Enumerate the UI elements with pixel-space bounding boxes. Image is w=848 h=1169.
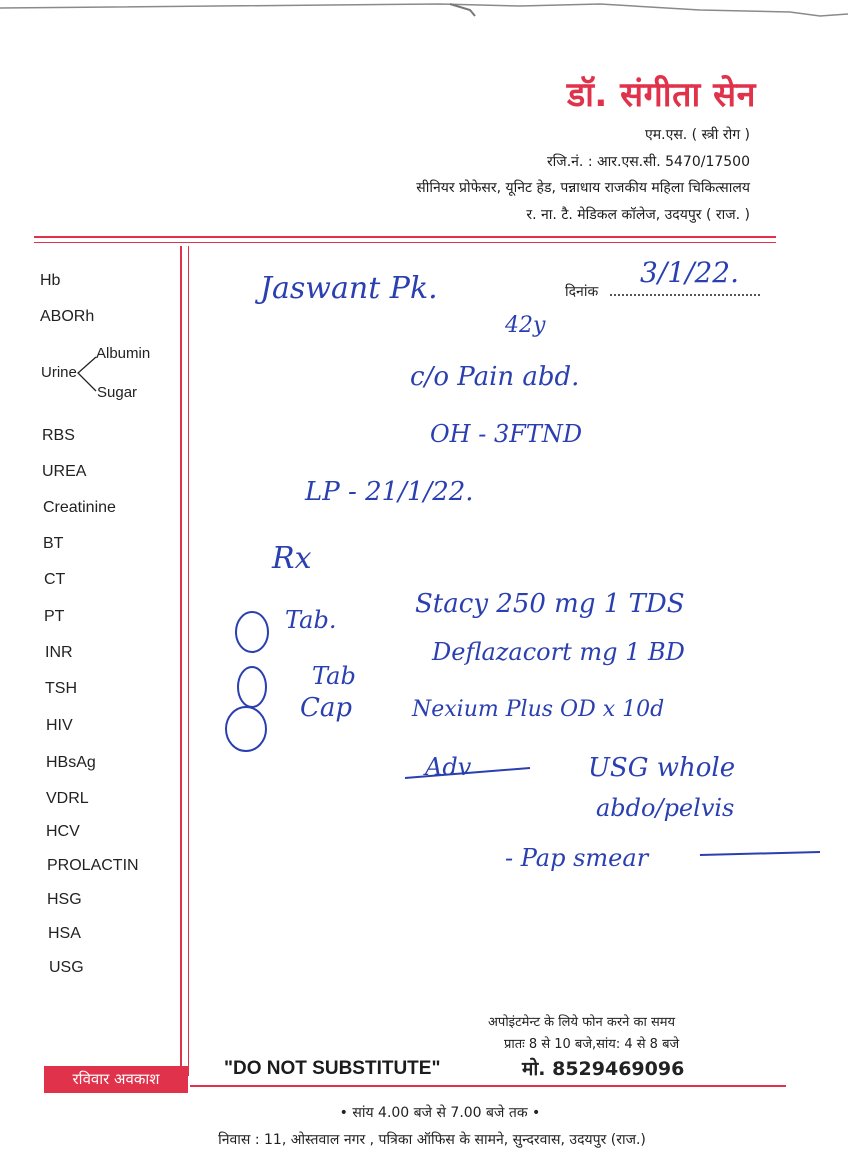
hw-rx: Rx bbox=[272, 541, 312, 576]
test-item: HCV bbox=[46, 823, 80, 840]
margin-rule-right bbox=[188, 246, 189, 1076]
appointment-times: प्रातः 8 से 10 बजे,सांय: 4 से 8 बजे bbox=[504, 1037, 680, 1052]
college-name: र. ना. टै. मेडिकल कॉलेज, उदयपुर ( राज. ) bbox=[526, 207, 750, 223]
test-item: HIV bbox=[46, 717, 73, 734]
test-item: HSA bbox=[48, 925, 81, 942]
test-item: INR bbox=[45, 644, 73, 661]
hw-date: 3/1/22. bbox=[640, 256, 740, 289]
hw-underline-adv bbox=[405, 768, 530, 778]
phone-number: मो. 8529469096 bbox=[522, 1058, 685, 1080]
do-not-substitute: "DO NOT SUBSTITUTE" bbox=[224, 1058, 441, 1079]
test-item: CT bbox=[44, 571, 66, 588]
hw-circle-3 bbox=[226, 707, 266, 751]
test-item: PT bbox=[44, 608, 65, 625]
hw-patient-name: Jaswant Pk. bbox=[260, 271, 438, 306]
test-item: UREA bbox=[42, 463, 87, 480]
test-item: VDRL bbox=[46, 790, 89, 807]
qualification: एम.एस. ( स्त्री रोग ) bbox=[645, 127, 750, 143]
hw-med1: Stacy 250 mg 1 TDS bbox=[415, 589, 685, 619]
hw-lmp: LP - 21/1/22. bbox=[305, 477, 474, 507]
test-item: ABORh bbox=[40, 308, 95, 325]
hw-advice-pap: - Pap smear bbox=[505, 844, 649, 872]
evening-hours: • सांय 4.00 बजे से 7.00 बजे तक • bbox=[339, 1105, 541, 1121]
date-dotted-line bbox=[610, 294, 760, 296]
hw-advice-abdo: abdo/pelvis bbox=[596, 794, 735, 822]
appointment-title: अपोइंटमेन्ट के लिये फोन करने का समय bbox=[488, 1015, 676, 1030]
hw-med1-form: Tab. bbox=[285, 606, 337, 634]
hw-med2: Deflazacort mg 1 BD bbox=[432, 638, 685, 666]
urine-label: Urine bbox=[41, 364, 77, 381]
margin-rule-left bbox=[180, 246, 182, 1076]
test-list bbox=[0, 0, 180, 1000]
test-item: HBsAg bbox=[46, 754, 96, 771]
test-item: PROLACTIN bbox=[47, 857, 139, 874]
date-label: दिनांक bbox=[565, 284, 599, 300]
residence-address: निवास : 11, ओस्तवाल नगर , पत्रिका ऑफिस के सामने, सुन्दरवास, उदयपुर (राज.) bbox=[218, 1132, 646, 1148]
test-item: BT bbox=[43, 535, 64, 552]
hw-age: 42y bbox=[505, 313, 546, 338]
urine-sugar: Sugar bbox=[97, 384, 138, 401]
test-item: Creatinine bbox=[43, 499, 116, 516]
test-item: Hb bbox=[40, 272, 61, 289]
hw-advice: Adv bbox=[425, 753, 472, 781]
urine-albumin: Albumin bbox=[96, 345, 151, 362]
hw-circle-2 bbox=[238, 667, 266, 707]
designation: सीनियर प्रोफेसर, यूनिट हेड, पन्नाधाय राजकीय महिला चिकित्सालय bbox=[416, 180, 750, 196]
hw-med3: Nexium Plus OD x 10d bbox=[412, 697, 665, 722]
sunday-holiday-badge: रविवार अवकाश bbox=[44, 1066, 188, 1093]
hw-complaint: c/o Pain abd. bbox=[410, 362, 580, 392]
registration-number: रजि.नं. : आर.एस.सी. 5470/17500 bbox=[546, 154, 750, 170]
test-item: HSG bbox=[47, 891, 82, 908]
hw-obstetric-history: OH - 3FTND bbox=[430, 420, 583, 448]
hw-med3-form: Cap bbox=[300, 693, 353, 723]
test-item: TSH bbox=[45, 680, 77, 697]
hw-smear-tail bbox=[700, 852, 820, 855]
doctor-name: डॉ. संगीता सेन bbox=[566, 75, 756, 115]
test-item: USG bbox=[49, 959, 84, 976]
hw-advice-usg: USG whole bbox=[588, 753, 736, 783]
hw-med2-form: Tab bbox=[312, 662, 356, 690]
test-item: RBS bbox=[42, 427, 75, 444]
footer-rule bbox=[190, 1085, 786, 1087]
hw-circle-1 bbox=[236, 612, 268, 652]
